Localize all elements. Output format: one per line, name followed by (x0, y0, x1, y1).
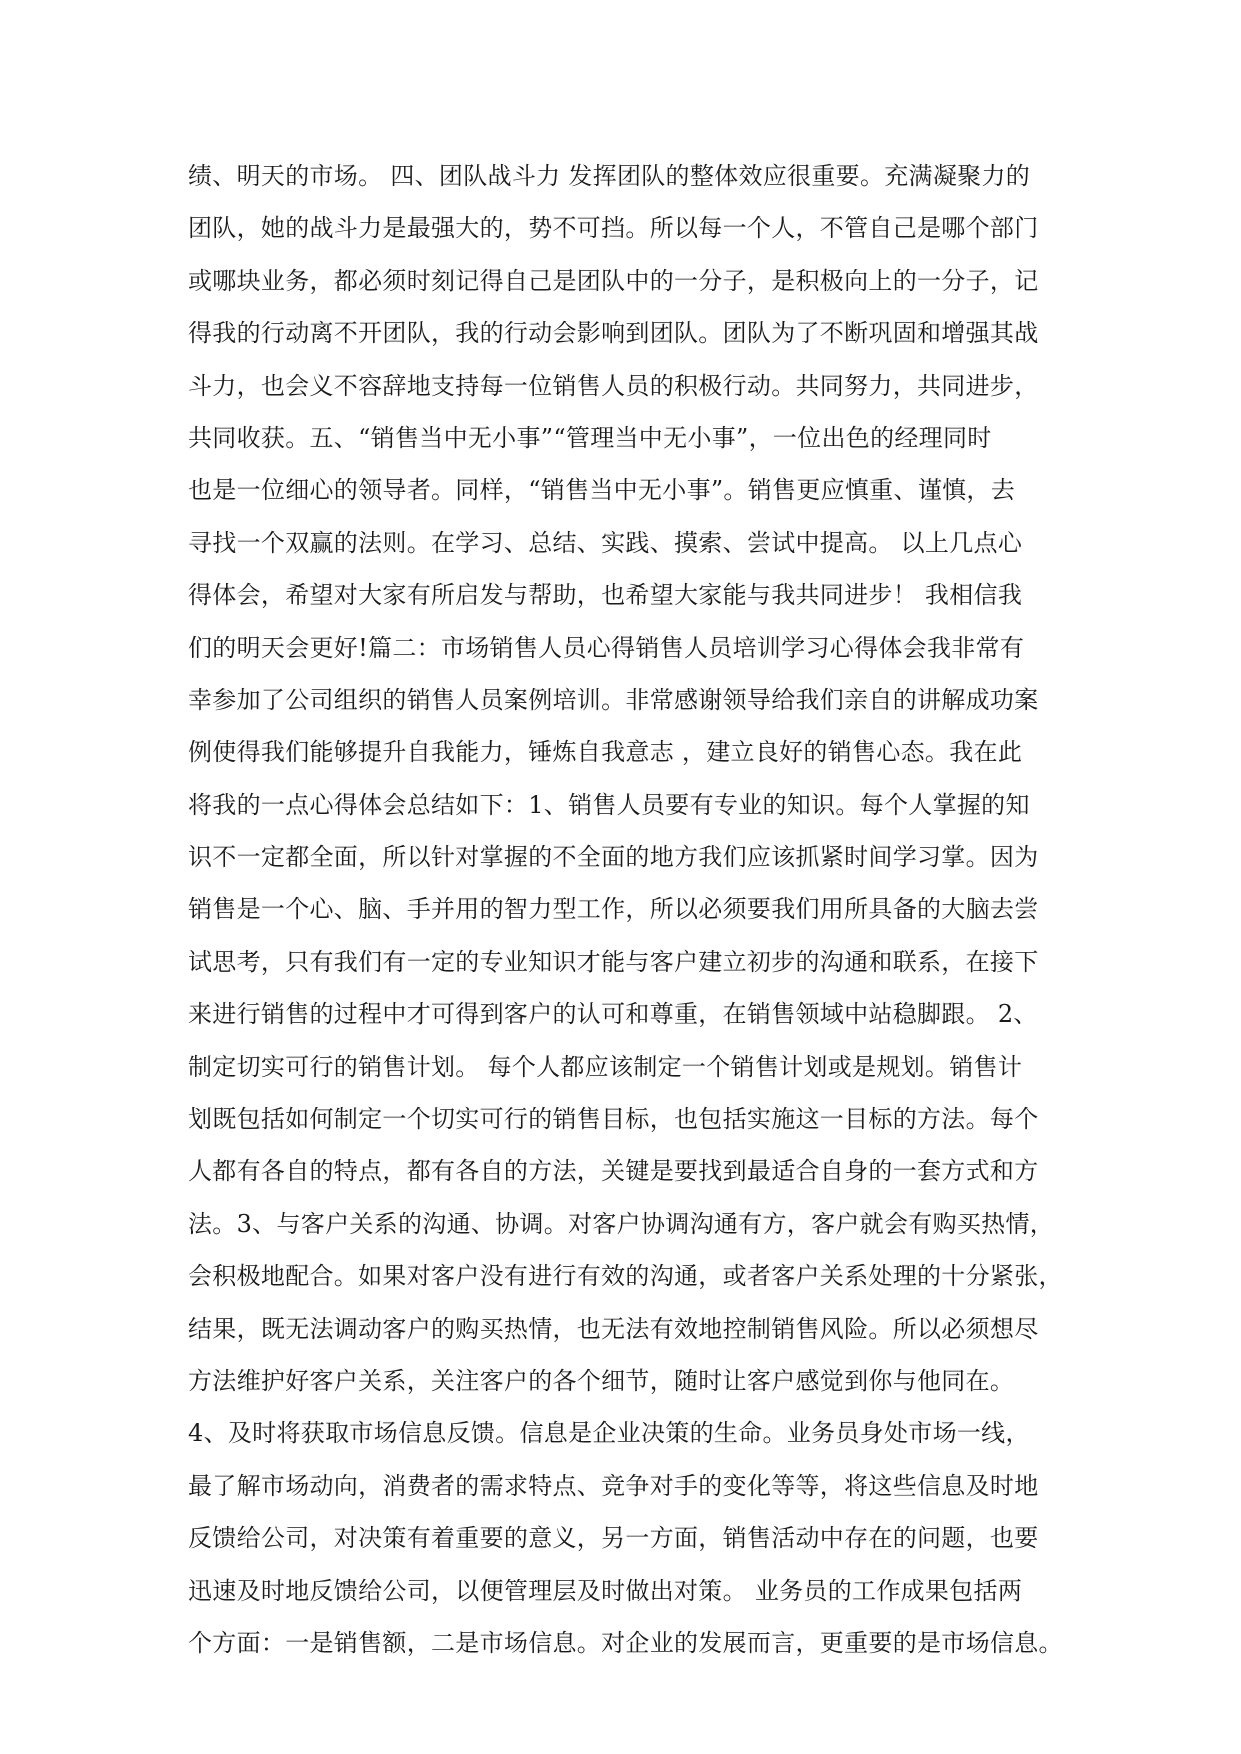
text-line: 划既包括如何制定一个切实可行的销售目标，也包括实施这一目标的方法。每个 (188, 1105, 1039, 1134)
text-line: 最了解市场动向，消费者的需求特点、竞争对手的变化等等，将这些信息及时地 (188, 1471, 1039, 1500)
text-line: 会积极地配合。如果对客户没有进行有效的沟通，或者客户关系处理的十分紧张， (188, 1262, 1063, 1291)
text-line: 共同收获。五、“销售当中无小事”“管理当中无小事”，一位出色的经理同时 (188, 423, 992, 452)
text-line: 迅速及时地反馈给公司，以便管理层及时做出对策。 业务员的工作成果包括两 (188, 1576, 1023, 1605)
text-line: 得体会，希望对大家有所启发与帮助，也希望大家能与我共同进步！ 我相信我 (188, 581, 1023, 610)
text-line: 斗力，也会义不容辞地支持每一位销售人员的积极行动。共同努力，共同进步， (188, 371, 1039, 400)
body-text (188, 150, 1068, 1669)
text-line: 销售是一个心、脑、手并用的智力型工作，所以必须要我们用所具备的大脑去尝 (188, 895, 1039, 924)
text-line: 方法维护好客户关系，关注客户的各个细节，随时让客户感觉到你与他同在。 (188, 1366, 1015, 1395)
text-line: 来进行销售的过程中才可得到客户的认可和尊重，在销售领域中站稳脚跟。 2、 (188, 1000, 1038, 1029)
text-line: 识不一定都全面，所以针对掌握的不全面的地方我们应该抓紧时间学习掌。因为 (188, 843, 1039, 872)
text-line: 个方面：一是销售额，二是市场信息。对企业的发展而言，更重要的是市场信息。 (188, 1628, 1063, 1657)
text-line: 或哪块业务，都必须时刻记得自己是团队中的一分子，是积极向上的一分子，记 (188, 266, 1039, 295)
text-line: 也是一位细心的领导者。同样，“销售当中无小事”。销售更应慎重、谨慎，去 (188, 476, 1016, 505)
text-line: 结果，既无法调动客户的购买热情，也无法有效地控制销售风险。所以必须想尽 (188, 1314, 1039, 1343)
text-line: 法。3、与客户关系的沟通、协调。对客户协调沟通有方，客户就会有购买热情， (188, 1209, 1055, 1238)
text-line: 幸参加了公司组织的销售人员案例培训。非常感谢领导给我们亲自的讲解成功案 (188, 685, 1039, 714)
text-line: 试思考，只有我们有一定的专业知识才能与客户建立初步的沟通和联系，在接下 (188, 947, 1039, 976)
text-line: 团队，她的战斗力是最强大的，势不可挡。所以每一个人，不管自己是哪个部门 (188, 214, 1039, 243)
text-line: 们的明天会更好!篇二：市场销售人员心得销售人员培训学习心得体会我非常有 (188, 633, 1025, 662)
text-line: 得我的行动离不开团队，我的行动会影响到团队。团队为了不断巩固和增强其战 (188, 319, 1039, 348)
text-line: 人都有各自的特点，都有各自的方法，关键是要找到最适合自身的一套方式和方 (188, 1157, 1039, 1186)
text-line: 制定切实可行的销售计划。 每个人都应该制定一个销售计划或是规划。销售计 (188, 1052, 1023, 1081)
text-line: 寻找一个双赢的法则。在学习、总结、实践、摸索、尝试中提高。 以上几点心 (188, 528, 1023, 557)
text-line: 将我的一点心得体会总结如下：1、销售人员要有专业的知识。每个人掌握的知 (188, 790, 1030, 819)
text-line: 例使得我们能够提升自我能力，锤炼自我意志 ，建立良好的销售心态。我在此 (188, 738, 1023, 767)
text-line: 绩、明天的市场。 四、团队战斗力 发挥团队的整体效应很重要。充满凝聚力的 (188, 162, 1031, 190)
text-line: 反馈给公司，对决策有着重要的意义，另一方面，销售活动中存在的问题，也要 (188, 1524, 1039, 1553)
text-line: 4、及时将获取市场信息反馈。信息是企业决策的生命。业务员身处市场一线， (188, 1419, 1030, 1448)
